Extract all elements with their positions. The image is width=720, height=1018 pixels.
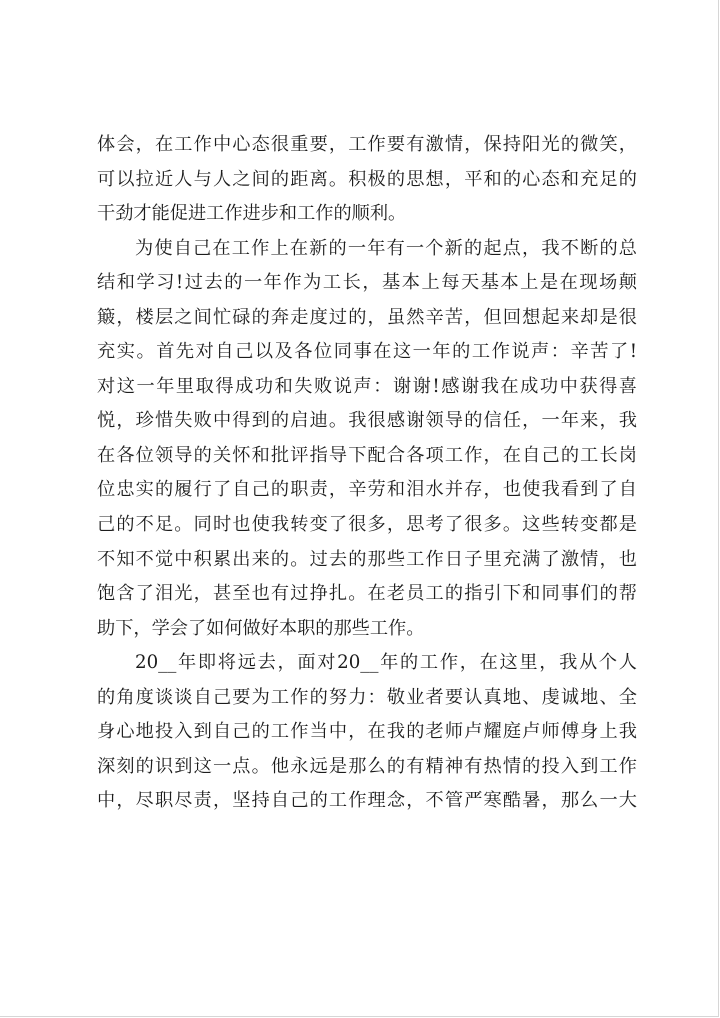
text-line: 深刻的识到这一点。他永远是那么的有精神有热情的投入到工作 <box>97 755 637 777</box>
text-line: 位忠实的履行了自己的职责，辛劳和泪水并存，也使我看到了自 <box>97 479 637 501</box>
paragraph-2 <box>97 232 637 647</box>
text-line: 悦，珍惜失败中得到的启迪。我很感谢领导的信任，一年来，我 <box>97 410 637 432</box>
document-body <box>97 128 637 819</box>
text-line: 己的不足。同时也使我转变了很多，思考了很多。这些转变都是 <box>97 514 637 536</box>
text-line: 对这一年里取得成功和失败说声：谢谢!感谢我在成功中获得喜 <box>97 375 637 397</box>
text-line: 中，尽职尽责，坚持自己的工作理念，不管严寒酷暑，那么一大 <box>97 790 637 812</box>
text-line: 体会，在工作中心态很重要，工作要有激情，保持阳光的微笑， <box>97 134 637 155</box>
text-line: 结和学习!过去的一年作为工长，基本上每天基本上是在现场颠 <box>97 272 637 294</box>
text-line: 助下，学会了如何做好本职的那些工作。 <box>97 617 425 639</box>
paragraph-3 <box>97 646 637 819</box>
text-line: 为使自己在工作上在新的一年有一个新的起点，我不断的总 <box>135 237 637 259</box>
text-line: 在各位领导的关怀和批评指导下配合各项工作，在自己的工长岗 <box>97 444 637 466</box>
text-line: 充实。首先对自己以及各位同事在这一年的工作说声：辛苦了! <box>97 341 637 363</box>
text-line: 20__年即将远去，面对20__年的工作，在这里，我从个人 <box>135 652 637 674</box>
text-line: 簸，楼层之间忙碌的奔走度过的，虽然辛苦，但回想起来却是很 <box>97 306 637 328</box>
text-line: 干劲才能促进工作进步和工作的顺利。 <box>97 203 407 225</box>
text-line: 的角度谈谈自己要为工作的努力：敬业者要认真地、虔诚地、全 <box>97 686 637 708</box>
paragraph-1 <box>97 128 637 232</box>
text-line: 饱含了泪光，甚至也有过挣扎。在老员工的指引下和同事们的帮 <box>97 583 637 605</box>
text-line: 身心地投入到自己的工作当中，在我的老师卢耀庭卢师傅身上我 <box>97 721 637 743</box>
text-line: 可以拉近人与人之间的距离。积极的思想，平和的心态和充足的 <box>97 168 637 190</box>
text-line: 不知不觉中积累出来的。过去的那些工作日子里充满了激情，也 <box>97 548 637 570</box>
